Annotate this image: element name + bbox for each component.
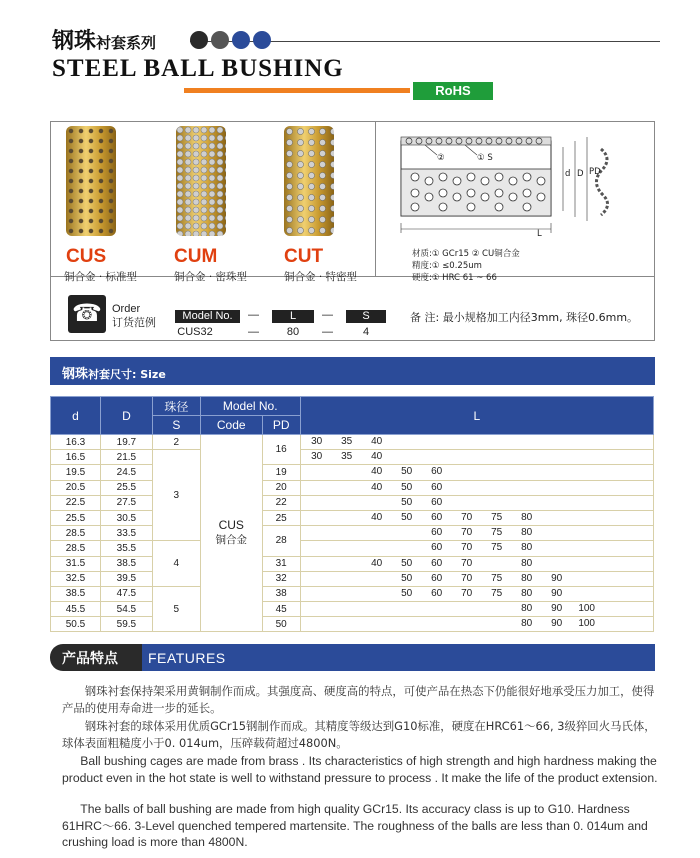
technical-drawing: [395, 129, 645, 254]
order-value-l: 80: [286, 326, 300, 338]
l-value: 75: [491, 572, 503, 584]
callout-1s: ① S: [477, 153, 493, 163]
dim-label-pd: PD: [589, 167, 601, 177]
col-header-model: Model No.: [200, 397, 300, 416]
cell-pd: 50: [262, 617, 300, 632]
cell-s: 4: [152, 541, 200, 587]
col-header-big-d: D: [100, 397, 152, 435]
order-dash: —: [322, 326, 333, 338]
cell-l-values: [300, 556, 653, 571]
table-row: [51, 435, 654, 450]
bushing-image-cum: [176, 126, 226, 236]
cell-big-d: 30.5: [100, 510, 152, 525]
cell-pd: 16: [262, 435, 300, 465]
cell-d: 28.5: [51, 526, 101, 541]
spec-accuracy: 精度:① ≤0.25um: [412, 261, 482, 271]
l-value: 70: [461, 572, 473, 584]
cell-pd: 45: [262, 602, 300, 617]
cell-l-values: [300, 510, 653, 525]
features-title-en: FEATURES: [148, 650, 226, 666]
cell-s: 2: [152, 435, 200, 450]
rohs-badge: RoHS: [413, 82, 493, 100]
l-value: 75: [491, 511, 503, 523]
cell-d: 32.5: [51, 571, 101, 586]
dim-label-d: d: [565, 169, 571, 179]
l-value: 40: [371, 557, 383, 569]
l-value: 90: [551, 603, 563, 615]
l-value: 70: [461, 542, 473, 554]
l-value: 70: [461, 587, 473, 599]
col-header-l: L: [300, 397, 653, 435]
cell-d: 50.5: [51, 617, 101, 632]
cell-d: 22.5: [51, 495, 101, 510]
table-row: [51, 586, 654, 601]
spec-material: 材质:① GCr15 ② CU铜合金: [412, 249, 520, 259]
table-row: [51, 617, 654, 632]
cell-pd: 31: [262, 556, 300, 571]
l-value: 50: [401, 496, 413, 508]
l-value: 50: [401, 572, 413, 584]
product-code: CUM: [174, 246, 218, 267]
dim-label-big-d: D: [577, 169, 584, 179]
table-row: [51, 465, 654, 480]
dot-2: [211, 31, 229, 49]
l-value: 70: [461, 557, 473, 569]
feature-cn-paragraph-1: 钢珠衬套保持架采用黄铜制作而成。其强度高、硬度高的特点，可使产品在热态下仍能很好地承受压力加工，使得产品的使用寿命进一步的延长。: [62, 684, 655, 715]
cell-l-values: [300, 435, 653, 450]
cell-d: 31.5: [51, 556, 101, 571]
page-title-cn: 钢珠衬套系列: [52, 29, 157, 54]
order-dash: —: [248, 309, 259, 321]
l-value: 80: [521, 572, 533, 584]
cell-s: 5: [152, 586, 200, 632]
l-value: 35: [341, 436, 353, 447]
l-value: 60: [431, 572, 443, 584]
l-value: 50: [401, 511, 413, 523]
bushing-image-cus: [66, 126, 116, 236]
cell-big-d: 38.5: [100, 556, 152, 571]
l-value: 80: [521, 511, 533, 523]
cell-l-values: [300, 526, 653, 541]
l-value: 60: [431, 466, 443, 478]
order-dash: —: [248, 326, 259, 338]
l-value: 50: [401, 466, 413, 478]
cell-l-values: [300, 602, 653, 617]
col-header-s: S: [152, 416, 200, 435]
product-code: CUS: [66, 246, 107, 267]
table-row: [51, 541, 654, 556]
l-value: 90: [551, 572, 563, 584]
cell-l-values: [300, 586, 653, 601]
product-divider: [375, 121, 376, 276]
cell-s: 3: [152, 450, 200, 541]
cell-d: 20.5: [51, 480, 101, 495]
cell-d: 25.5: [51, 510, 101, 525]
cell-d: 19.5: [51, 465, 101, 480]
bushing-image-cut: [284, 126, 334, 236]
cell-d: 38.5: [51, 586, 101, 601]
l-value: 60: [431, 527, 443, 539]
l-value: 60: [431, 496, 443, 508]
cell-big-d: 27.5: [100, 495, 152, 510]
order-header-model: Model No.: [175, 310, 240, 323]
cell-l-values: [300, 465, 653, 480]
l-value: 80: [521, 527, 533, 539]
l-value: 75: [491, 542, 503, 554]
l-value: 40: [371, 451, 383, 463]
table-row: [51, 510, 654, 525]
l-value: 75: [491, 527, 503, 539]
cell-pd: 22: [262, 495, 300, 510]
product-desc: 铜合金 · 特密型: [284, 271, 358, 283]
l-value: 50: [401, 481, 413, 493]
cell-d: 16.3: [51, 435, 101, 450]
callout-2: ②: [437, 153, 445, 163]
l-value: 90: [551, 587, 563, 599]
col-header-code: Code: [200, 416, 262, 435]
l-value: 40: [371, 466, 383, 478]
orange-accent-bar: [184, 88, 410, 93]
l-value: 60: [431, 542, 443, 554]
order-label-en: Order: [112, 303, 141, 315]
order-header-s: S: [346, 310, 386, 323]
cell-l-values: [300, 571, 653, 586]
table-row: [51, 495, 654, 510]
cell-l-values: [300, 541, 653, 556]
l-value: 60: [431, 557, 443, 569]
size-table: [50, 396, 654, 632]
feature-en-paragraph-1: Ball bushing cages are made from brass . Its characteristics of high strength and high hardness making the product even in the hot state is well to withstand pressure to process . It make the life of the product extension.: [62, 754, 658, 785]
l-value: 70: [461, 511, 473, 523]
cell-big-d: 24.5: [100, 465, 152, 480]
order-dash: —: [322, 309, 333, 321]
product-desc: 铜合金 · 标准型: [64, 271, 138, 283]
cell-big-d: 47.5: [100, 586, 152, 601]
cell-big-d: 19.7: [100, 435, 152, 450]
col-header-pd: PD: [262, 416, 300, 435]
cell-l-values: [300, 480, 653, 495]
cell-big-d: 21.5: [100, 450, 152, 465]
l-value: 30: [311, 436, 323, 447]
product-code: CUT: [284, 246, 324, 267]
table-row: [51, 556, 654, 571]
l-value: 80: [521, 618, 533, 630]
cell-big-d: 39.5: [100, 571, 152, 586]
order-header-l: L: [272, 310, 314, 323]
l-value: 40: [371, 436, 383, 447]
cell-pd: 19: [262, 465, 300, 480]
cell-big-d: 25.5: [100, 480, 152, 495]
cell-big-d: 59.5: [100, 617, 152, 632]
table-row: [51, 480, 654, 495]
table-row: [51, 602, 654, 617]
l-value: 80: [521, 542, 533, 554]
feature-cn-paragraph-2: 钢珠衬套的球体采用优质GCr15钢制作而成。其精度等级达到G10标准，硬度在HRC61～66, 3级猝回火马氏体，球体表面粗糙度小于0. 014um，压碎载荷超过4800N。: [62, 719, 656, 750]
l-value: 60: [431, 481, 443, 493]
l-value: 75: [491, 587, 503, 599]
size-section-title: 钢珠衬套尺寸: Size: [62, 367, 166, 382]
cell-pd: 38: [262, 586, 300, 601]
product-desc: 铜合金 · 密珠型: [174, 271, 248, 283]
page-title-en: STEEL BALL BUSHING: [52, 55, 344, 82]
order-value-s: 4: [362, 326, 370, 338]
l-value: 100: [578, 603, 595, 615]
l-value: 80: [521, 557, 533, 569]
cell-l-values: [300, 450, 653, 465]
l-value: 40: [371, 481, 383, 493]
l-value: 40: [371, 511, 383, 523]
order-remark: 备 注: 最小规格加工内径3mm, 珠径0.6mm。: [410, 311, 639, 324]
table-row: [51, 450, 654, 465]
l-value: 80: [521, 587, 533, 599]
l-value: 35: [341, 451, 353, 463]
cell-pd: 32: [262, 571, 300, 586]
spec-hardness: 硬度:① HRC 61 ~ 66: [412, 273, 497, 283]
dot-3: [232, 31, 250, 49]
cell-big-d: 35.5: [100, 541, 152, 556]
col-header-ball: 珠径: [152, 397, 200, 416]
order-value-model: CUS32: [177, 326, 213, 338]
l-value: 50: [401, 557, 413, 569]
table-row: [51, 526, 654, 541]
cell-d: 45.5: [51, 602, 101, 617]
order-label: [112, 303, 156, 329]
feature-en-paragraph-2: The balls of ball bushing are made from high quality GCr15. Its accuracy class is up to G10. Hardness 61HRC～66. 3-Level quenched tempered martensite. The roughness of the balls are less than 0. 014um and crushing load is more than 4800N.: [62, 802, 648, 849]
cell-d: 16.5: [51, 450, 101, 465]
model-material: 铜合金: [215, 534, 247, 547]
l-value: 30: [311, 451, 323, 463]
cell-l-values: [300, 617, 653, 632]
l-value: 70: [461, 527, 473, 539]
features-bar: [50, 644, 655, 671]
features-title-cn: 产品特点: [62, 651, 118, 667]
cell-d: 28.5: [51, 541, 101, 556]
cell-l-values: [300, 495, 653, 510]
cell-big-d: 33.5: [100, 526, 152, 541]
bushing-drawing-svg: [395, 129, 645, 249]
l-value: 50: [401, 587, 413, 599]
cell-pd: 25: [262, 510, 300, 525]
l-value: 80: [521, 603, 533, 615]
dot-4: [253, 31, 271, 49]
cell-big-d: 54.5: [100, 602, 152, 617]
col-header-d: d: [51, 397, 101, 435]
model-code: CUS: [218, 518, 244, 533]
table-row: [51, 571, 654, 586]
dot-1: [190, 31, 208, 49]
l-value: 90: [551, 618, 563, 630]
size-section-bar: [50, 357, 655, 385]
cell-pd: 28: [262, 526, 300, 556]
l-value: 60: [431, 511, 443, 523]
phone-icon: ☎: [68, 295, 106, 333]
cell-model-code: [200, 435, 262, 632]
l-value: 60: [431, 587, 443, 599]
order-label-cn: 订货范例: [112, 316, 156, 329]
dim-label-l: L: [537, 229, 542, 239]
cell-pd: 20: [262, 480, 300, 495]
l-value: 100: [578, 618, 595, 630]
